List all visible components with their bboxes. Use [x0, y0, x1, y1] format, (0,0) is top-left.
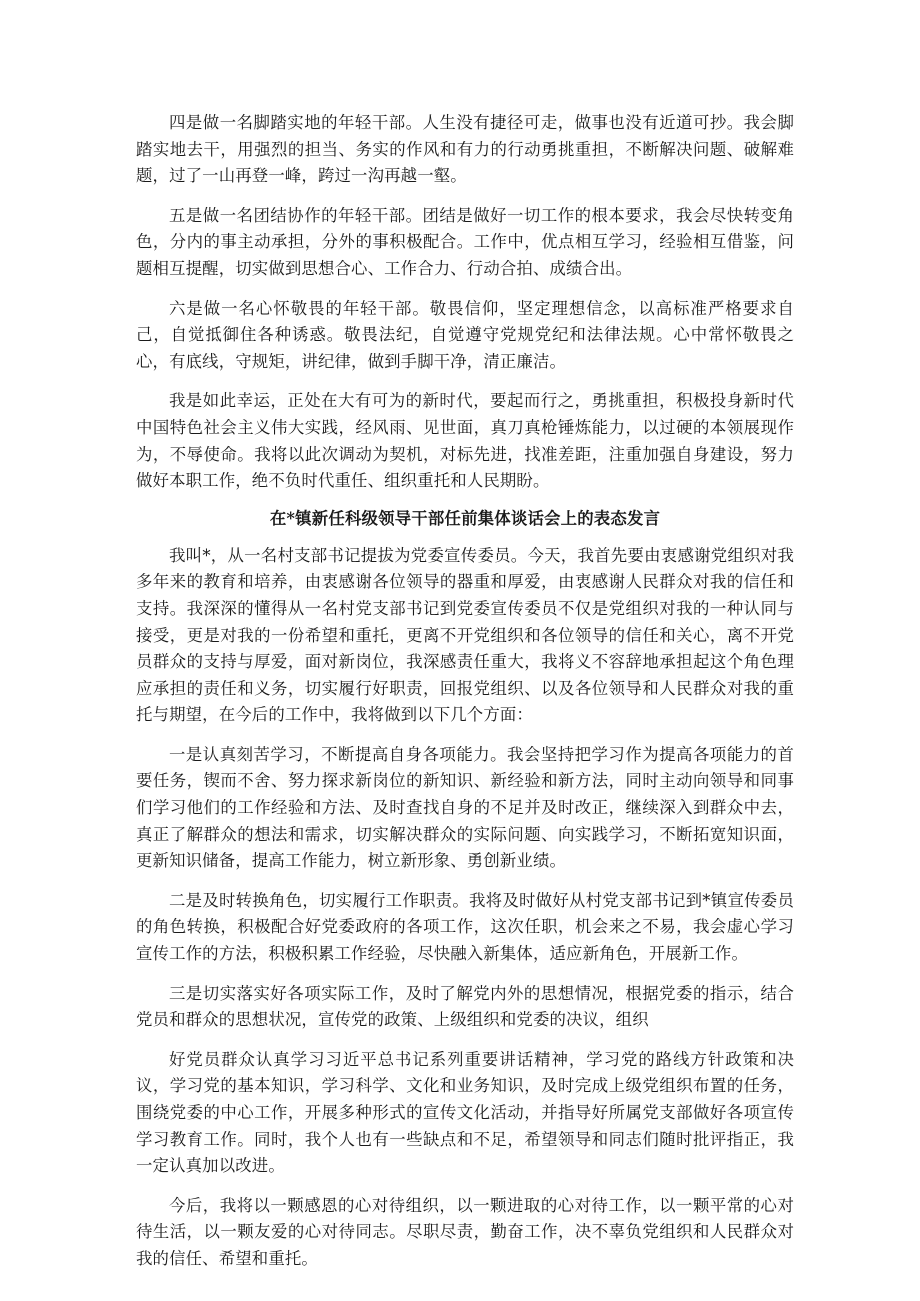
- paragraph-four: 四是做一名脚踏实地的年轻干部。人生没有捷径可走，做事也没有近道可抄。我会脚踏实地去干，用强烈的担当、务实的作风和有力的行动勇挑重担，不断解决问题、破解难题，过了一山再登一峰，跨过一沟再越一壑。: [136, 113, 794, 186]
- paragraph-intro: 我叫*，从一名村支部书记提拔为党委宣传委员。今天，我首先要由衷感谢党组织对我多年来的教育和培养，由衷感谢各位领导的器重和厚爱，由衷感谢人民群众对我的信任和支持。我深深的懂得从一名村党支部书记到党委宣传委员不仅是党组织对我的一种认同与接受，更是对我的一份希望和重托，更离不开党组织和各位领导的信任和关心，离不开党员群众的支持与厚爱，面对新岗位，我深感责任重大，我将义不容辞地承担起这个角色理应承担的责任和义务，切实履行好职责，回报党组织、以及各位领导和人民群众对我的重托与期望，在今后的工作中，我将做到以下几个方面：: [136, 545, 794, 725]
- paragraph-closing: 今后，我将以一颗感恩的心对待组织，以一颗进取的心对待工作，以一颗平常的心对待生活，以一颗友爱的心对待同志。尽职尽责，勤奋工作，决不辜负党组织和人民群众对我的信任、希望和重托。: [136, 1195, 794, 1268]
- speech-title: 在*镇新任科级领导干部任前集体谈话会上的表态发言: [269, 508, 661, 528]
- paragraph-point-three: 三是切实落实好各项实际工作，及时了解党内外的思想情况，根据党委的指示，结合党员和群众的思想状况，宣传党的政策、上级组织和党委的决议，组织: [136, 983, 794, 1030]
- paragraph-point-three-continued: 好党员群众认真学习习近平总书记系列重要讲话精神，学习党的路线方针政策和决议，学习党的基本知识，学习科学、文化和业务知识，及时完成上级党组织布置的任务，围绕党委的中心工作，开展多种形式的宣传文化活动，并指导好所属党支部做好各项宣传学习教育工作。同时，我个人也有一些缺点和不足，希望领导和同志们随时批评指正，我一定认真加以改进。: [136, 1049, 794, 1176]
- document-page: [136, 110, 794, 1286]
- paragraph-conclusion-first: 我是如此幸运，正处在大有可为的新时代，要起而行之，勇挑重担，积极投身新时代中国特色社会主义伟大实践，经风雨、见世面，真刀真枪锤炼能力，以过硬的本领展现作为，不辱使命。我将以此次调动为契机，对标先进，找准差距，注重加强自身建设，努力做好本职工作，绝不负时代重任、组织重托和人民期盼。: [136, 391, 794, 491]
- paragraph-six: 六是做一名心怀敬畏的年轻干部。敬畏信仰，坚定理想信念，以高标准严格要求自己，自觉抵御住各种诱惑。敬畏法纪，自觉遵守党规党纪和法律法规。心中常怀敬畏之心，有底线，守规矩，讲纪律，做到手脚干净，清正廉洁。: [136, 298, 794, 371]
- paragraph-point-two: 二是及时转换角色，切实履行工作职责。我将及时做好从村党支部书记到*镇宣传委员的角色转换，积极配合好党委政府的各项工作，这次任职，机会来之不易，我会虚心学习宣传工作的方法，积极积累工作经验，尽快融入新集体，适应新角色，开展新工作。: [136, 890, 794, 964]
- paragraph-five: 五是做一名团结协作的年轻干部。团结是做好一切工作的根本要求，我会尽快转变角色，分内的事主动承担，分外的事积极配合。工作中，优点相互学习，经验相互借鉴，问题相互提醒，切实做到思想合心、工作合力、行动合拍、成绩合出。: [136, 205, 794, 278]
- paragraph-point-one: 一是认真刻苦学习，不断提高自身各项能力。我会坚持把学习作为提高各项能力的首要任务，锲而不舍、努力探求新岗位的新知识、新经验和新方法，同时主动向领导和同事们学习他们的工作经验和方法、及时查找自身的不足并及时改正，继续深入到群众中去，真正了解群众的想法和需求，切实解决群众的实际问题、向实践学习，不断拓宽知识面，更新知识储备，提高工作能力，树立新形象、勇创新业绩。: [136, 744, 794, 871]
